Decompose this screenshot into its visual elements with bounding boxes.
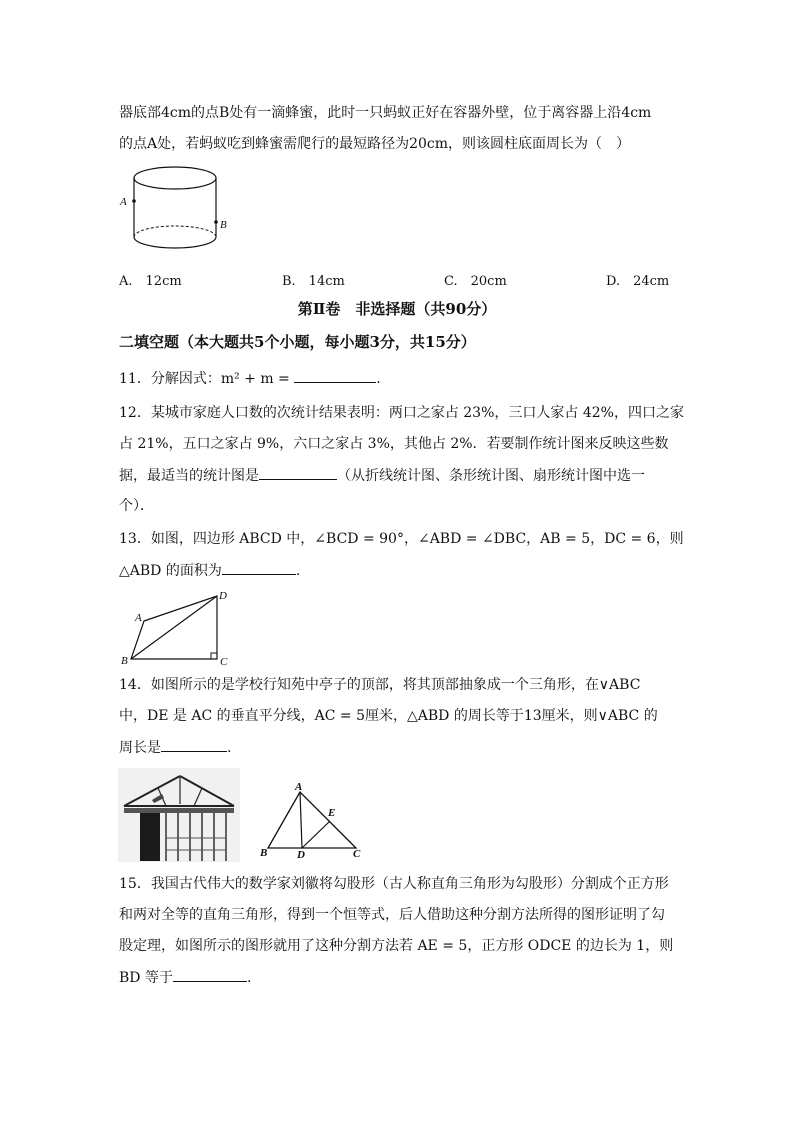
q15-line-4-text: BD 等于	[119, 970, 173, 986]
option-b: B. 14cm	[282, 274, 345, 289]
q15-end: .	[246, 970, 252, 986]
q12-line-4: 个）．	[119, 498, 154, 514]
q12-line-1: 12．某城市家庭人口数的次统计结果表明：两口之家占 23%，三口人家占 42%，四口之家	[119, 405, 684, 421]
q12-line-3a: 据，最适当的统计图是	[119, 468, 259, 484]
point-a-dot	[132, 199, 136, 203]
point-b-dot	[214, 220, 218, 224]
label-c: C	[353, 848, 361, 860]
label-c: C	[220, 656, 228, 668]
section-title: 第Ⅱ卷 非选择题（共90分）	[297, 300, 497, 318]
cylinder-bottom-front	[134, 237, 216, 248]
q13-answer-blank[interactable]	[222, 560, 296, 575]
section-subtitle: 二填空题（本大题共5个小题，每小题3分，共15分）	[119, 333, 476, 351]
q14-line-3-text: 周长是	[119, 740, 161, 756]
q13-end: .	[295, 563, 301, 579]
q14-end: .	[227, 740, 232, 756]
q12-line-3	[119, 465, 645, 486]
label-b: B	[220, 219, 227, 231]
q15-line-3: 股定理，如图所示的图形就用了这种分割方法若 AE = 5，正方形 ODCE 的边长为 1，则	[119, 938, 674, 954]
option-d: D. 24cm	[606, 274, 670, 289]
q15-line-2: 和两对全等的直角三角形，得到一个恒等式，后人借助这种分割方法所得的图形证明了勾	[119, 907, 665, 923]
q10-line-2: 的点A处，若蚂蚁吃到蜂蜜需爬行的最短路径为20cm，则该圆柱底面周长为（ ）	[119, 136, 631, 152]
triangle-abc	[268, 792, 356, 848]
cylinder-bottom-back	[134, 226, 216, 237]
q14-line-1: 14．如图所示的是学校行知苑中亭子的顶部，将其顶部抽象成一个三角形，在∨ABC	[119, 677, 641, 693]
label-b: B	[260, 847, 268, 859]
label-a: A	[120, 196, 127, 208]
diagonal-bd	[131, 596, 217, 659]
dark-pillar	[140, 813, 160, 861]
q11-text: 11．分解因式：m² + m =	[119, 371, 290, 387]
q14-line-3	[119, 737, 231, 758]
q12-answer-blank[interactable]	[259, 465, 337, 480]
q12-line-3b: （从折线统计图、条形统计图、扇形统计图中选一	[337, 468, 645, 484]
q15-answer-blank[interactable]	[173, 967, 247, 982]
segment-de	[302, 821, 330, 848]
label-a: A	[135, 612, 142, 624]
label-d: D	[219, 590, 227, 602]
option-a: A. 12cm	[119, 274, 182, 289]
q11-answer-blank[interactable]	[294, 368, 376, 383]
q12-line-2: 占 21%，五口之家占 9%，六口之家占 3%，其他占 2%．若要制作统计图来反映这些数	[119, 436, 669, 452]
q14-line-2: 中，DE 是 AC 的垂直平分线，AC = 5厘米，△ABD 的周长等于13厘米，则∨ABC 的	[119, 708, 658, 724]
q11-end: .	[376, 371, 381, 387]
segment-ad	[300, 792, 302, 848]
option-c: C. 20cm	[444, 274, 507, 289]
right-angle-mark	[211, 653, 217, 659]
pavilion-photo	[118, 768, 240, 862]
q15-line-4	[119, 967, 251, 988]
q13-line-2	[119, 560, 300, 581]
quadrilateral-figure	[118, 588, 243, 670]
label-a: A	[295, 781, 303, 793]
label-d: D	[297, 849, 305, 861]
q14-answer-blank[interactable]	[161, 737, 227, 752]
label-e: E	[328, 807, 336, 819]
cylinder-figure	[115, 165, 240, 255]
triangle-abc-figure	[258, 780, 370, 862]
q13-line-2-text: △ABD 的面积为	[119, 563, 222, 579]
q11-line	[119, 368, 381, 389]
q10-line-1: 器底部4cm的点B处有一滴蜂蜜，此时一只蚂蚁正好在容器外壁，位于离容器上沿4cm	[119, 105, 652, 121]
cylinder-top-ellipse	[134, 167, 216, 189]
q13-line-1: 13．如图，四边形 ABCD 中，∠BCD = 90°，∠ABD = ∠DBC，AB = 5，DC = 6，则	[119, 531, 684, 547]
q15-line-1: 15．我国古代伟大的数学家刘徽将勾股形（古人称直角三角形为勾股形）分割成个正方形	[119, 876, 669, 892]
label-b: B	[121, 655, 128, 667]
